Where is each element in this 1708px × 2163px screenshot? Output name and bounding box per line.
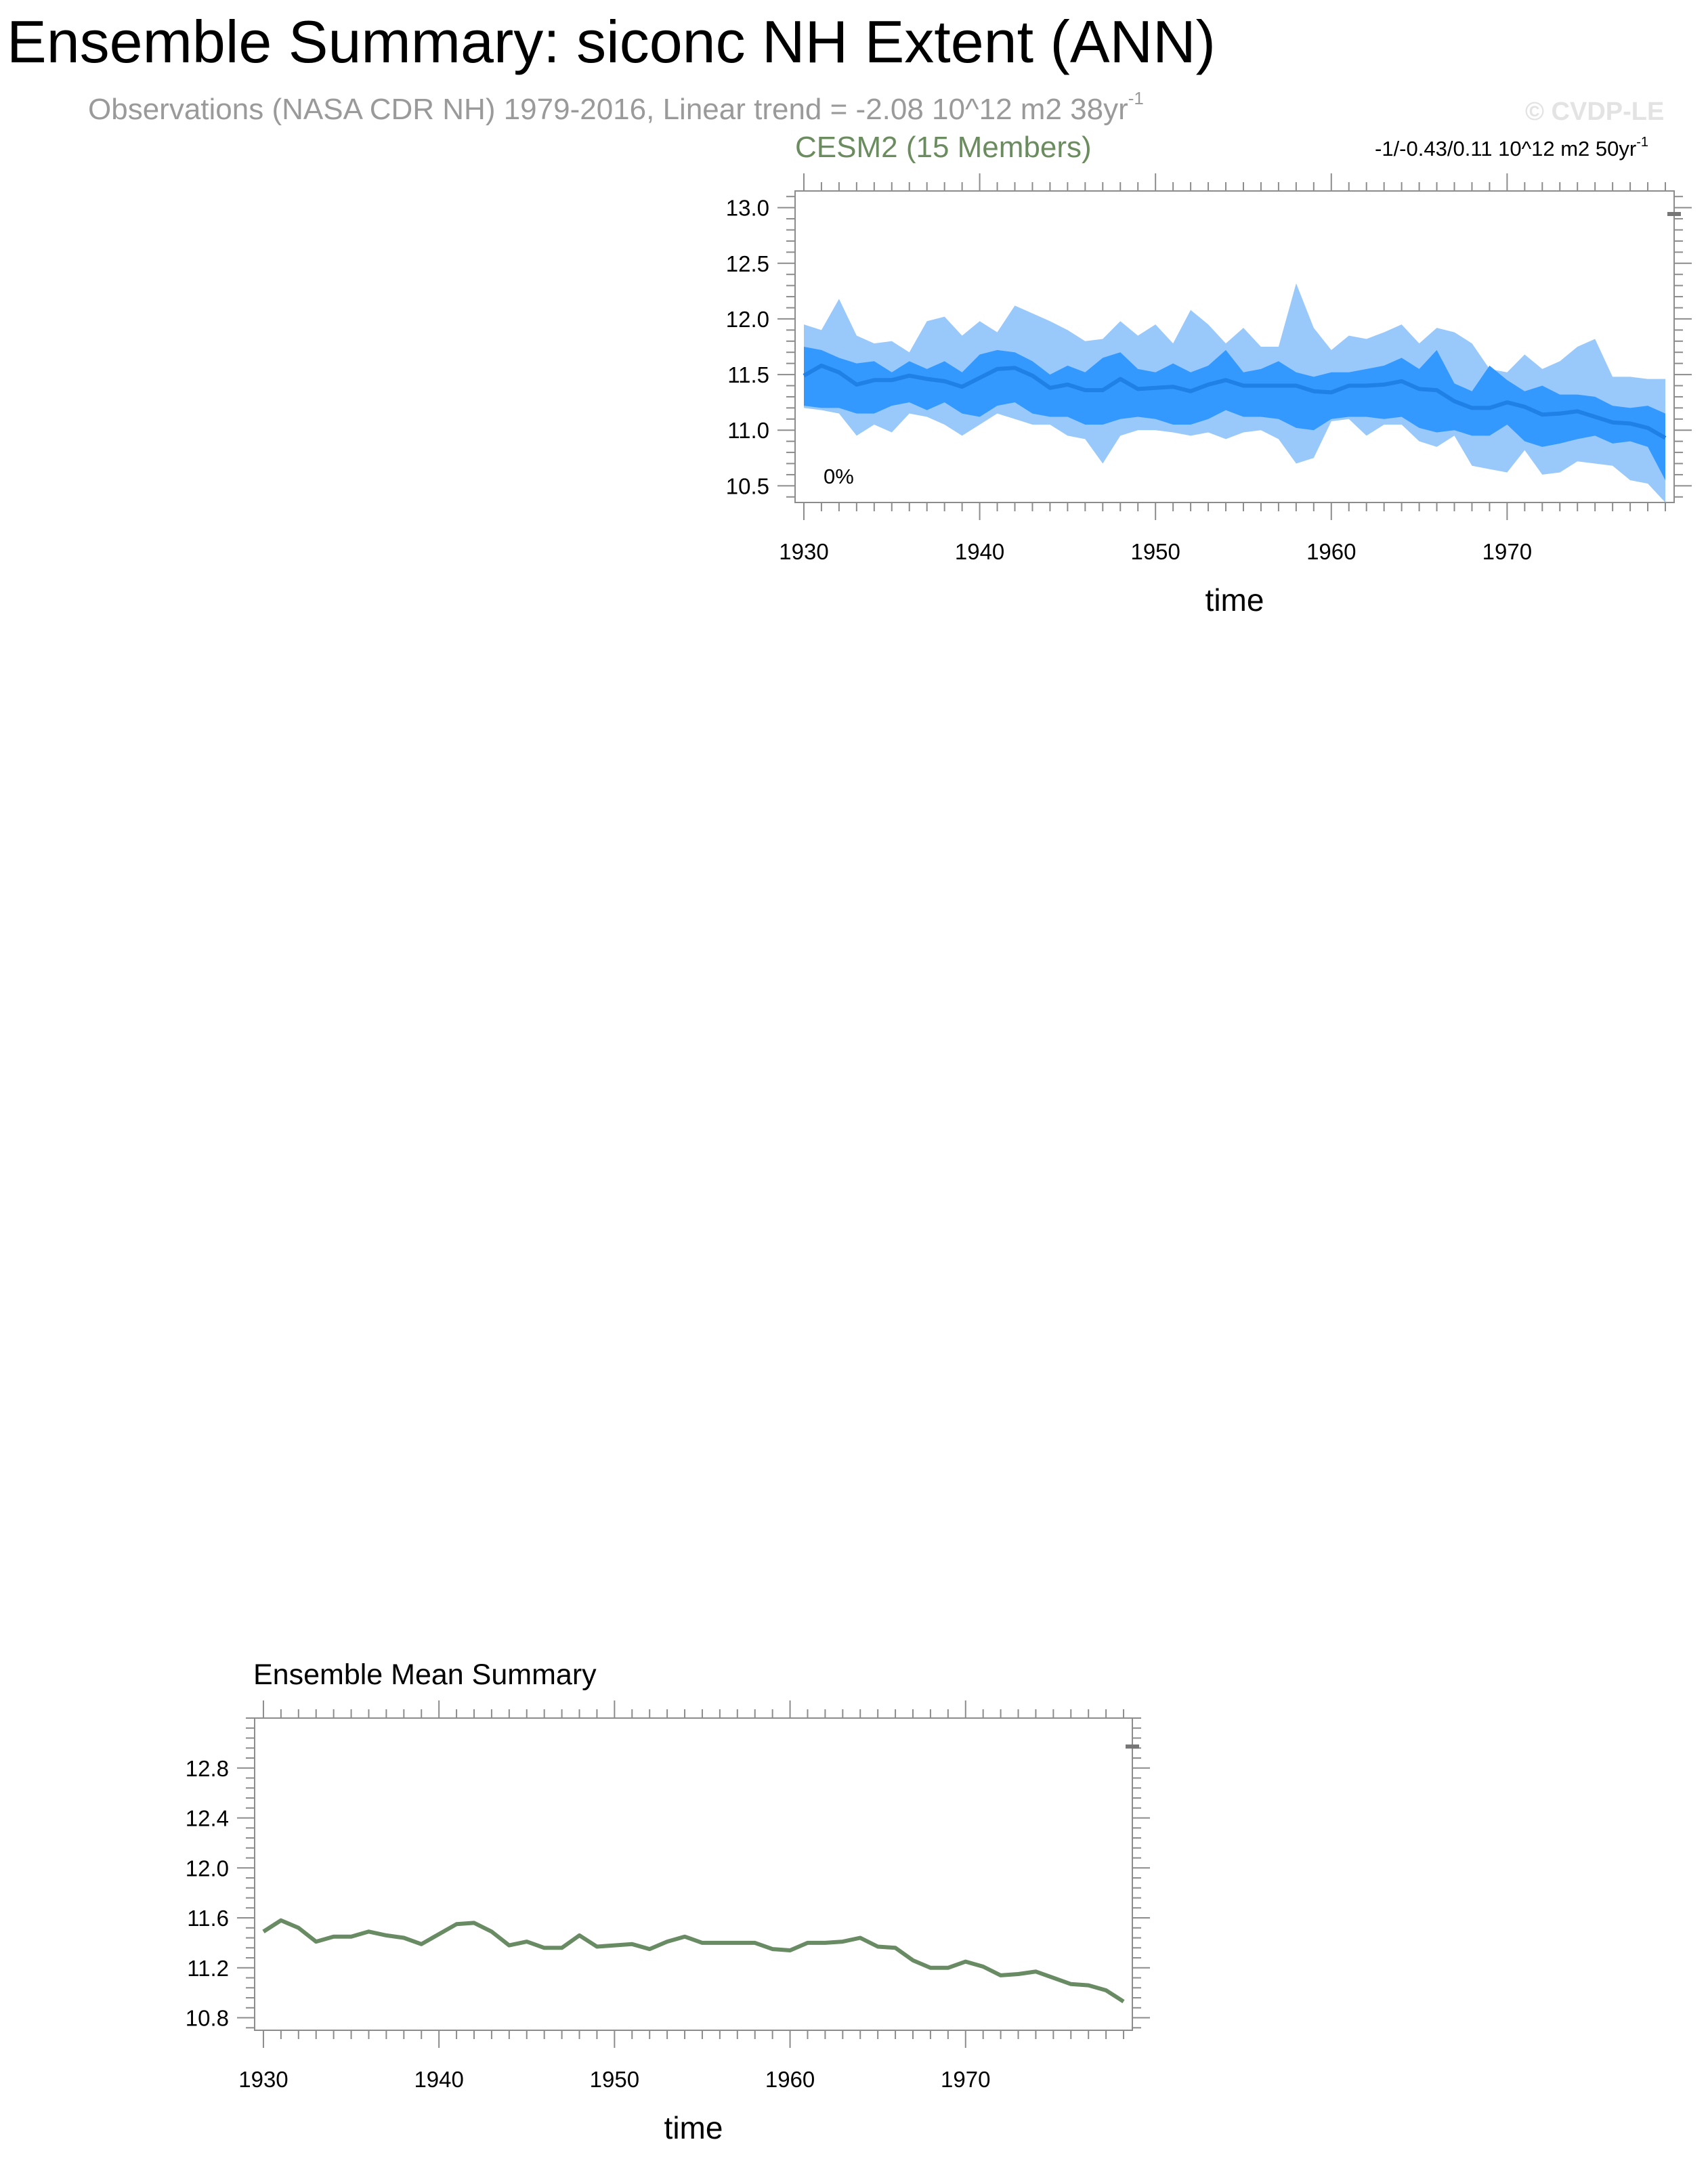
panel1-y-tick-label: 10.5 (725, 473, 769, 499)
panel1-y-tick-label: 11.5 (727, 362, 769, 388)
panel1-y-tick-label: 11.0 (727, 418, 769, 444)
panel2-y-tick-label: 12.0 (185, 1856, 229, 1881)
panel2-ensemble-mean-line (263, 1921, 1124, 2002)
panel2-y-tick-label: 11.2 (187, 1955, 229, 1981)
watermark: © CVDP-LE (1525, 98, 1665, 126)
panel1-trend-exponent: -1 (1636, 135, 1648, 150)
observations-exponent: -1 (1128, 88, 1144, 108)
panel1-annotation: 0% (824, 465, 854, 488)
panel1-x-axis-label: time (1205, 582, 1264, 618)
panel1-title: CESM2 (15 Members) (795, 131, 1092, 164)
panel1-x-tick-label: 1930 (779, 539, 829, 564)
panel2-x-tick-label: 1940 (414, 2067, 464, 2092)
panel1-y-tick-label: 13.0 (725, 195, 769, 221)
panel2-x-tick-label: 1950 (589, 2067, 640, 2092)
panel2-y-tick-label: 12.8 (185, 1755, 229, 1781)
panel1-y-tick-label: 12.0 (725, 306, 769, 332)
panel2-title: Ensemble Mean Summary (253, 1658, 597, 1691)
page-title: Ensemble Summary: siconc NH Extent (ANN) (7, 8, 1216, 75)
panel1-trend-text: -1/-0.43/0.11 10^12 m2 50yr (1375, 137, 1637, 160)
panel2-x-tick-label: 1930 (238, 2067, 289, 2092)
panel1-x-tick-label: 1960 (1306, 539, 1357, 564)
panel2-y-tick-label: 10.8 (185, 2005, 229, 2031)
panel2-y-tick-label: 12.4 (185, 1805, 229, 1831)
panel2-plot-frame (255, 1718, 1132, 2030)
panel1-x-tick-label: 1950 (1130, 539, 1180, 564)
panel2-y-tick-label: 11.6 (187, 1906, 229, 1931)
observations-text: Observations (NASA CDR NH) 1979-2016, Linear trend = -2.08 10^12 m2 38yr (88, 93, 1128, 126)
panel2-x-axis-label: time (664, 2110, 723, 2145)
panel2-x-tick-label: 1970 (941, 2067, 991, 2092)
panel1-x-tick-label: 1970 (1482, 539, 1533, 564)
panel1-y-tick-label: 12.5 (725, 251, 769, 276)
panel1-x-tick-label: 1940 (954, 539, 1005, 564)
panel2-x-tick-label: 1960 (765, 2067, 815, 2092)
